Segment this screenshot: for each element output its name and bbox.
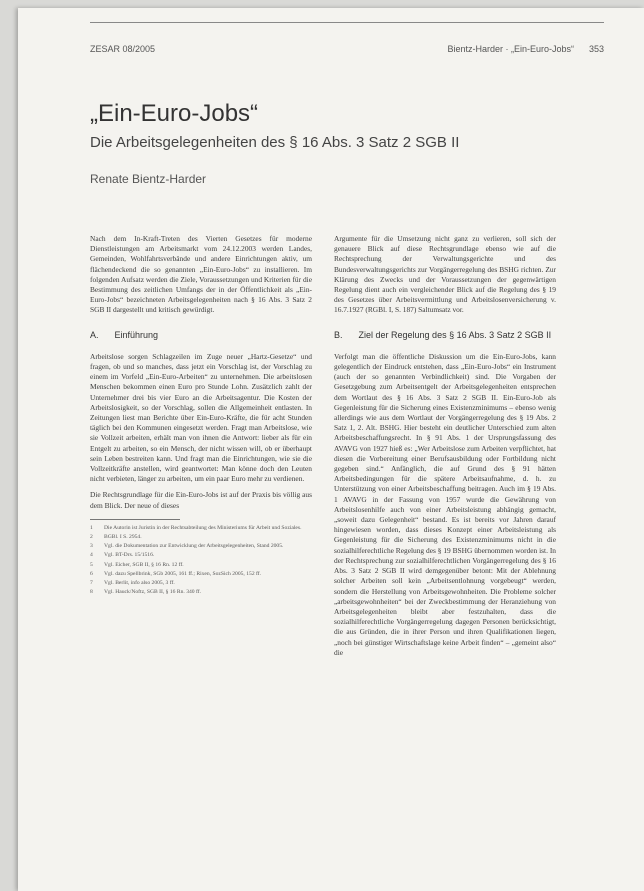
journal-label: ZESAR 08/2005: [90, 44, 156, 54]
footnote-number: 4: [90, 552, 93, 559]
body-paragraph: Verfolgt man die öffentliche Diskussion um die Ein-Euro-Jobs, kann gelegentlich der Eindruck entstehen, dass „Ein-Euro-Jobs“ ein Instrument (auch der so genannten Verbindlichkeit) sind. Die Vorgaben der Gesetzgebung zum Arbeitsentgelt der Arbeitsgelegenheiten entsprechen dem Wortlaut des § 16 Abs. 3 Satz 2 SGB II. Ein-Euro-Job als Gegenleistung für die Sicherung eines Existenzminimums – ebenso wenig allerdings wie aus dem Wortlaut der Vorgängerregelung des § 19 Abs. 2 Satz 1, 2. Alt. BSHG. Hier besteht ein deutlicher Unterschied zum alten Arbeitsbeschaffungsrecht. In § 91 Abs. 1 der Ursprungsfassung des AVAVG von 1927 hieß es: „Wer Arbeitslose zum Arbeiten verpflichtet, hat diesen die Vorbereitung einer Berufsausbildung oder Fortbildung nicht gegeben sind.“ Anfänglich, die auf Grund des § 91 hätten Arbeitsbedingungen für die spätere Arbeitsaufnahme, d. h. zu Unterstützung von einer Arbeitsbeschaffung beitragen. Auch im § 19 Abs. 1 AVAVG in der Fassung von 1957 wurde die Gewährung von Arbeitslosenhilfe auch von einer Arbeitsleistung abhängig gemacht, „soweit dazu Gelegenheit“ bestand. Es ist bereits vor Jahren darauf hingewiesen worden, dass dieses Konzept einer Arbeitsleistung als Gegenleistung für die Sicherung des Existenzminimums nicht in die sozialhilferechtliche Regelung des § 19 BSHG übernommen worden ist. In der Rechtsprechung zur sozialhilferechtlichen Vorgängerregelung des § 16 Abs. 3 Satz 2 SGB II wird demgegenüber betont: Mit der Ablehnung solcher Arbeiten soll kein „Arbeitsentlohnung vorgebeugt“ werden, sondern die Herstellung von Arbeitsgewohnheiten. Die Probleme solcher „arbeitsgewohnheiten“ bei der Zweckbestimmung der Heranziehung von Arbeitsgelegenheiten bleibt aber festzuhalten, dass die sozialhilferechtliche Vorgängerregelung dagegen Personen berücksichtigt, die aus Gründen, die in ihrer Person und ihren Qualifikationen liegen, „noch bei günstiger Wirtschaftslage keine Arbeit finden“ – „gemeint also“ die: [334, 351, 556, 657]
section-number: B.: [334, 329, 343, 340]
footnote-number: 6: [90, 570, 93, 577]
footnote: [90, 571, 312, 578]
footnote: [90, 552, 312, 559]
footnote-text: BGBl. I S. 2954.: [104, 534, 142, 541]
section-heading-b: [334, 330, 556, 340]
footnote-number: 5: [90, 561, 93, 568]
right-column: [334, 234, 556, 664]
footnote-number: 2: [90, 534, 93, 541]
running-title: Bientz-Harder · „Ein-Euro-Jobs“: [447, 44, 574, 54]
footnote-number: 1: [90, 524, 93, 531]
footnote-number: 3: [90, 543, 93, 550]
footnote: [90, 543, 312, 550]
left-column: [90, 234, 312, 599]
header-rule: [90, 22, 604, 23]
footnote-text: Vgl. die Dokumentation zur Entwicklung der Arbeitsgelegenheiten, Stand 2005.: [104, 543, 284, 550]
footnote: [90, 562, 312, 569]
footnote-text: Vgl. BT-Drs. 15/1516.: [104, 552, 155, 559]
footnote-text: Vgl. Berlit, info also 2005, 3 ff.: [104, 580, 175, 587]
footnote: [90, 580, 312, 587]
document-page: [18, 8, 644, 891]
body-paragraph: Argumente für die Umsetzung nicht ganz zu verlieren, soll sich der genauere Blick auf diese Rechtsgrundlage ebenso wie auf die Rechtsprechung der Verwaltungsgerichte und des Bundesverwaltungsgerichts zur Vorgängerregelung des BSHG richten. Zur Klärung des Zwecks und der Voraussetzungen der gegenwärtigen Regelung dient auch ein vergleichender Blick auf die Regelung des § 19 des Gesetzes über Arbeitsvermittlung und Arbeitslosenversicherung v. 16.7.1927 (RGBl. I, S. 187) Saltumsatz vor.: [334, 234, 556, 315]
footnote: [90, 534, 312, 541]
body-paragraph: Arbeitslose sorgen Schlagzeilen im Zuge neuer „Hartz-Gesetze“ und fragen, ob und so manches, dass jetzt ein Vorschlag ist, der Vorschlag zu einem im Vorfeld „Ein-Euro-Arbeiten“ zu unternehmen. Die arbeitslosen Menschen bekommen einen Euro pro Stunde Lohn. Zusätzlich zahlt der Unternehmer drei bis vier Euro an die Arbeitsagentur. Die Kosten der Arbeitslosigkeit, so der Vorschlag, sollen die Allgemeinheit entlasten. In Zeitungen liest man Berichte über Ein-Euro-Kräfte, die für acht Stunden täglich bei den Kommunen eingesetzt werden. Fragt man Arbeitslose, wie sie Vollzeit arbeiten, erhält man von ihnen die Antwort: lieber als für ein Entgelt zu arbeiten, so ein Mensch, der nicht wissen will, ob er überhaupt sein Leben bestreiten kann. Und fragt man die Einrichtungen, wie sie die Vollzeitkräfte anstellen, wird geantwortet: Man könne doch den Leuten nicht verbieten, länger zu arbeiten, um ein paar Euro mehr zu verdienen.: [90, 351, 312, 484]
section-title: Einführung: [114, 329, 159, 340]
footnote: [90, 525, 312, 532]
footnote-text: Vgl. Eicher, SGB II, § 16 Rn. 12 ff.: [104, 561, 184, 568]
section-title: Ziel der Regelung des § 16 Abs. 3 Satz 2 SGB II: [358, 329, 552, 340]
article-subtitle: Die Arbeitsgelegenheiten des § 16 Abs. 3 Satz 2 SGB II: [90, 134, 460, 151]
footnote-text: Die Autorin ist Juristin in der Rechtsabteilung des Ministeriums für Arbeit und Soziales.: [104, 524, 302, 531]
footnote-number: 8: [90, 589, 93, 596]
footnote-rule: [90, 519, 180, 520]
article-title: „Ein-Euro-Jobs“: [90, 100, 259, 127]
section-number: A.: [90, 329, 99, 340]
footnote-text: Vgl. dazu Spellbrink, SGb 2005, 161 ff.; Rixen, SozSich 2005, 152 ff.: [104, 570, 262, 577]
page-number: 353: [588, 44, 604, 54]
abstract-paragraph: Nach dem In-Kraft-Treten des Vierten Gesetzes für moderne Dienstleistungen am Arbeitsmarkt vom 24.12.2003 werden Landes, Gemeinden, Wohlfahrtsverbände und andere Einrichtungen aktiv, um flächendeckend die so genannten „Ein-Euro-Jobs“ zu installieren. Im folgenden Aufsatz werden die Ziele, Voraussetzungen und Kriterien für die Bestimmung des zeitlichen Umfangs der in der Öffentlichkeit als „Ein-Euro-Jobs“ bezeichneten Arbeitsgelegenheiten nach § 16 Abs. 3 Satz 2 SGB II dargestellt und kritisch gewürdigt.: [90, 234, 312, 315]
footnote-number: 7: [90, 580, 93, 587]
body-paragraph: Die Rechtsgrundlage für die Ein-Euro-Jobs ist auf der Praxis bis völlig aus dem Blick. Der neue of dieses: [90, 490, 312, 510]
article-author: Renate Bientz-Harder: [90, 172, 207, 186]
section-heading-a: [90, 330, 312, 340]
footnote-text: Vgl. Hauck/Noftz, SGB II, § 16 Rn. 340 ff.: [104, 589, 202, 596]
footnote: [90, 589, 312, 596]
footnotes: [90, 525, 312, 597]
